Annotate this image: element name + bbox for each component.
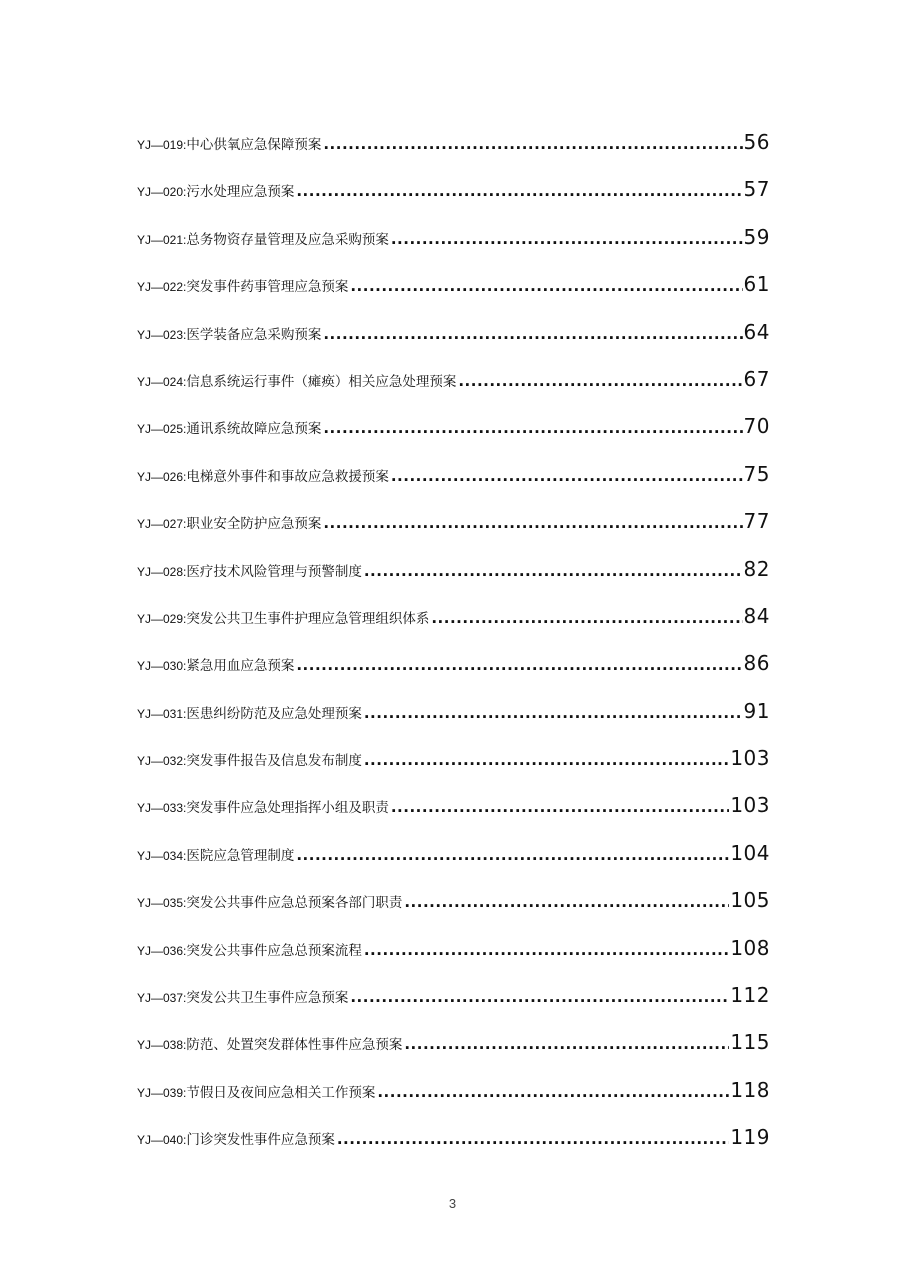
toc-dot-leader (458, 372, 742, 390)
toc-dot-leader (296, 846, 729, 864)
toc-dot-leader (364, 562, 743, 580)
toc-entry[interactable] (137, 1125, 770, 1172)
toc-entry-page: 112 (730, 983, 770, 1008)
toc-dot-leader (364, 704, 743, 722)
toc-entry-page: 119 (730, 1125, 770, 1150)
toc-entry[interactable] (137, 177, 770, 224)
toc-entry-title: 医疗技术风险管理与预警制度 (186, 563, 362, 580)
toc-dot-leader (337, 1130, 729, 1148)
toc-entry-page: 57 (743, 177, 770, 202)
toc-entry-page: 67 (743, 366, 770, 391)
toc-entry-page: 77 (743, 509, 770, 534)
toc-entry[interactable] (137, 130, 770, 177)
toc-dot-leader (323, 419, 742, 437)
toc-entry[interactable] (137, 225, 770, 272)
toc-dot-leader (323, 514, 742, 532)
toc-entry[interactable] (137, 983, 770, 1030)
toc-entry[interactable] (137, 1030, 770, 1077)
toc-dot-leader (391, 467, 743, 485)
toc-entry-page: 86 (743, 651, 770, 676)
toc-dot-leader (391, 230, 743, 248)
toc-entry-title: 突发公共卫生事件应急预案 (186, 990, 349, 1007)
toc-entry-title: 通讯系统故障应急预案 (186, 421, 322, 438)
toc-entry-title: 职业安全防护应急预案 (186, 516, 322, 533)
toc-entry[interactable] (137, 746, 770, 793)
toc-entry-title: 防范、处置突发群体性事件应急预案 (186, 1037, 403, 1054)
toc-entry-code: YJ—037: (137, 991, 187, 1006)
toc-entry-title: 信息系统运行事件（瘫痪）相关应急处理预案 (186, 373, 457, 390)
toc-entry-title: 节假日及夜间应急相关工作预案 (186, 1084, 376, 1101)
toc-entry-title: 突发事件报告及信息发布制度 (186, 753, 362, 770)
toc-entry[interactable] (137, 888, 770, 935)
toc-entry[interactable] (137, 320, 770, 367)
toc-entry-code: YJ—026: (137, 469, 187, 484)
table-of-contents (137, 130, 770, 1173)
toc-dot-leader (323, 325, 742, 343)
toc-entry-page: 105 (730, 888, 770, 913)
toc-entry-title: 医院应急管理制度 (186, 847, 295, 864)
toc-entry-title: 突发事件应急处理指挥小组及职责 (186, 800, 389, 817)
toc-entry[interactable] (137, 604, 770, 651)
toc-entry[interactable] (137, 414, 770, 461)
toc-entry-page: 59 (743, 224, 770, 249)
toc-entry-page: 64 (743, 319, 770, 344)
toc-entry-code: YJ—031: (137, 706, 187, 721)
page-number: 3 (448, 1196, 457, 1211)
toc-entry-title: 污水处理应急预案 (186, 184, 295, 201)
toc-dot-leader (404, 893, 729, 911)
toc-entry[interactable] (137, 793, 770, 840)
toc-dot-leader (323, 135, 742, 153)
toc-entry-code: YJ—030: (137, 659, 187, 674)
toc-entry-code: YJ—022: (137, 280, 187, 295)
toc-entry-page: 84 (743, 603, 770, 628)
toc-entry-code: YJ—021: (137, 232, 187, 247)
toc-entry-code: YJ—029: (137, 611, 187, 626)
toc-dot-leader (404, 1035, 729, 1053)
toc-entry-code: YJ—033: (137, 801, 187, 816)
toc-entry-code: YJ—038: (137, 1038, 187, 1053)
toc-entry-title: 突发公共事件应急总预案各部门职责 (186, 895, 403, 912)
toc-entry-page: 118 (730, 1077, 770, 1102)
toc-entry-code: YJ—027: (137, 517, 187, 532)
toc-entry-page: 82 (743, 556, 770, 581)
toc-entry-title: 中心供氧应急保障预案 (186, 137, 322, 153)
toc-entry-title: 突发公共事件应急总预案流程 (186, 942, 362, 959)
toc-entry[interactable] (137, 367, 770, 414)
toc-dot-leader (377, 1083, 729, 1101)
toc-entry[interactable] (137, 1078, 770, 1125)
toc-entry[interactable] (137, 936, 770, 983)
toc-dot-leader (364, 751, 729, 769)
toc-dot-leader (350, 277, 742, 295)
toc-entry-code: YJ—020: (137, 185, 187, 200)
toc-entry[interactable] (137, 272, 770, 319)
toc-entry-code: YJ—036: (137, 943, 187, 958)
toc-entry[interactable] (137, 509, 770, 556)
toc-entry-code: YJ—039: (137, 1085, 187, 1100)
toc-dot-leader (431, 609, 742, 627)
toc-entry-title: 突发公共卫生事件护理应急管理组织体系 (186, 610, 430, 627)
toc-dot-leader (391, 798, 729, 816)
toc-entry-title: 电梯意外事件和事故应急救援预案 (186, 468, 389, 485)
toc-entry-code: YJ—040: (137, 1133, 187, 1148)
toc-entry-title: 医学装备应急采购预案 (186, 326, 322, 343)
toc-entry-page: 115 (730, 1030, 770, 1055)
toc-entry[interactable] (137, 557, 770, 604)
toc-entry-title: 医患纠纷防范及应急处理预案 (186, 705, 362, 722)
toc-entry-code: YJ—023: (137, 327, 187, 342)
toc-entry-code: YJ—034: (137, 848, 187, 863)
toc-entry-page: 70 (743, 414, 770, 439)
toc-entry-title: 突发事件药事管理应急预案 (186, 279, 349, 296)
toc-entry[interactable] (137, 462, 770, 509)
toc-entry-code: YJ—035: (137, 896, 187, 911)
toc-dot-leader (296, 182, 742, 200)
toc-entry-page: 91 (743, 698, 770, 723)
toc-entry[interactable] (137, 841, 770, 888)
toc-entry-title: 紧急用血应急预案 (186, 658, 295, 675)
toc-entry-code: YJ—024: (137, 374, 187, 389)
toc-entry-code: YJ—032: (137, 754, 187, 769)
toc-entry[interactable] (137, 651, 770, 698)
toc-entry-page: 103 (730, 793, 770, 818)
toc-dot-leader (350, 988, 729, 1006)
toc-dot-leader (364, 941, 729, 959)
toc-dot-leader (296, 656, 742, 674)
toc-entry-page: 75 (743, 461, 770, 486)
toc-entry-title: 总务物资存量管理及应急采购预案 (186, 231, 389, 248)
toc-entry-page: 103 (730, 746, 770, 771)
toc-entry-code: YJ—019: (137, 138, 187, 152)
toc-entry[interactable] (137, 699, 770, 746)
toc-entry-title: 门诊突发性事件应急预案 (186, 1132, 335, 1149)
toc-entry-page: 56 (743, 130, 770, 154)
toc-entry-page: 108 (730, 935, 770, 960)
toc-entry-code: YJ—025: (137, 422, 187, 437)
toc-entry-page: 61 (743, 272, 770, 297)
toc-entry-code: YJ—028: (137, 564, 187, 579)
toc-entry-page: 104 (730, 840, 770, 865)
